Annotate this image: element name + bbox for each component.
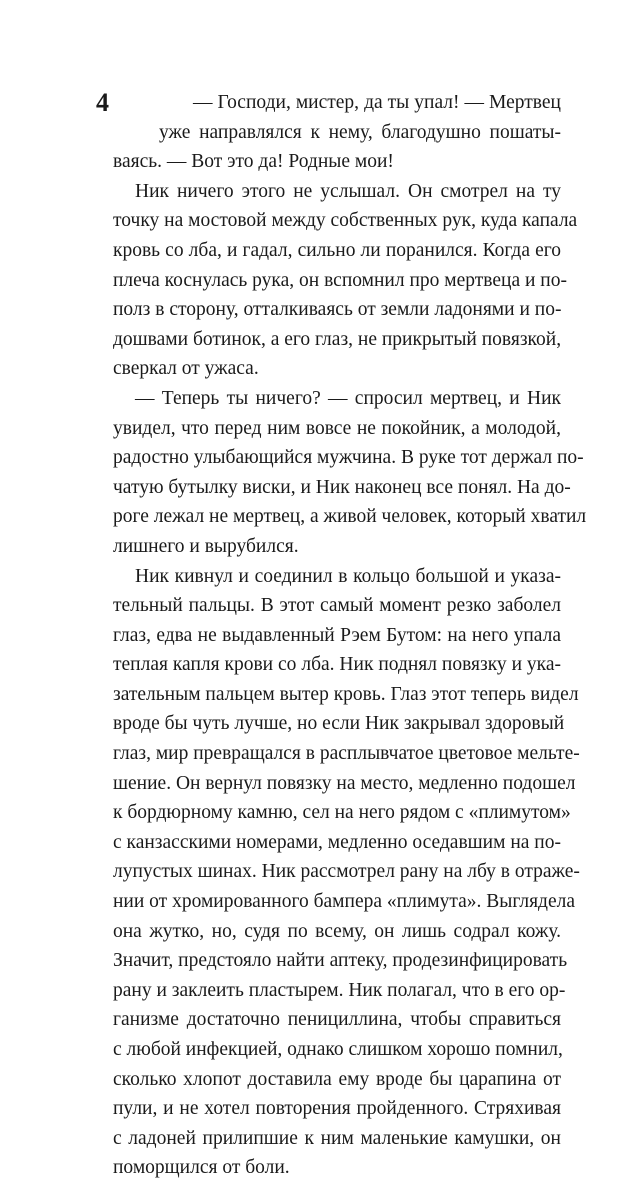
text-line: ганизме достаточно пенициллина, чтобы справиться [113,1009,561,1031]
text-line: увидел, что перед ним вовсе не покойник, а молодой, [113,417,561,439]
text-line: ваясь. — Вот это да! Родные мои! [113,151,394,173]
text-line: с любой инфекцией, однако слишком хорошо помнил, [113,1039,563,1060]
text-line: нии от хромированного бампера «плимута». Выглядела [113,891,576,913]
text-line: кровь со лба, и гадал, сильно ли поранился. Когда его [113,239,561,261]
text-line: глаз, мир превращался в расплывчатое цветовое мельте- [113,743,580,765]
text-line: полз в сторону, отталкиваясь от земли ладонями и по- [113,299,562,321]
text-line: зательным пальцем вытер кровь. Глаз этот теперь видел [113,683,579,705]
text-line: Значит, предстояло найти аптеку, продезинфицировать [113,950,568,972]
text-line: — Господи, мистер, да ты упал! — Мертвец [193,92,561,113]
text-line: пули, и не хотел повторения пройденного. Стряхивая [113,1098,561,1120]
text-line: чатую бутылку виски, и Ник наконец все понял. На до- [113,476,571,498]
text-line: она жутко, но, судя по всему, он лишь содрал кожу. [113,920,561,942]
page-number: 4 [96,88,109,117]
text-line: плеча коснулась рука, он вспомнил про мертвеца и по- [113,269,567,291]
text-line: сверкал от ужаса. [113,358,259,380]
text-line: глаз, едва не выдавленный Рэем Бутом: на него упала [113,624,561,646]
text-line: Ник кивнул и соединил в кольцо большой и указа- [135,565,561,587]
text-line: шение. Он вернул повязку на место, медленно подошел [113,772,576,794]
text-line: вроде бы чуть лучше, но если Ник закрывал здоровый [113,713,565,735]
text-line: с канзасскими номерами, медленно оседавшим на по- [113,831,561,853]
text-line: радостно улыбающийся мужчина. В руке тот держал по- [113,447,584,469]
text-line: с ладоней прилипшие к ним маленькие камушки, он [113,1127,561,1149]
text-line: тельный пальцы. В этот самый момент резко заболел [113,595,561,617]
text-line: к бордюрному камню, сел на него рядом с «плимутом» [113,802,571,824]
text-line: Ник ничего этого не услышал. Он смотрел на ту [135,180,561,202]
text-line: точку на мостовой между собственных рук, куда капала [113,210,578,232]
body-text [113,88,587,1183]
text-line: рану и заклеить пластырем. Ник полагал, что в его ор- [113,979,566,1001]
text-line: поморщился от боли. [113,1157,290,1179]
text-line: роге лежал не мертвец, а живой человек, который хватил [113,506,587,528]
text-line: лишнего и вырубился. [113,535,299,557]
text-line: сколько хлопот доставила ему вроде бы царапина от [113,1068,561,1090]
text-line: — Теперь ты ничего? — спросил мертвец, и Ник [135,387,561,409]
text-line: теплая капля крови со лба. Ник поднял повязку и ука- [113,654,561,676]
text-line: дошвами ботинок, а его глаз, не прикрытый повязкой, [113,328,562,350]
text-line: уже направлялся к нему, благодушно пошаты- [159,121,561,143]
text-line: лупустых шинах. Ник рассмотрел рану на лбу в отраже- [113,861,580,883]
